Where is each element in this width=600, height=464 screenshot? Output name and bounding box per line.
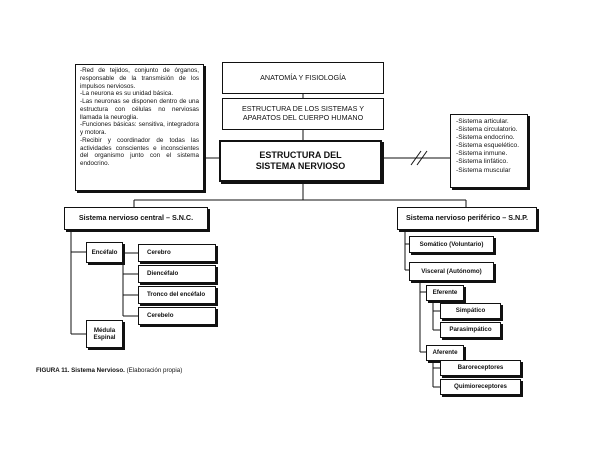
tronco-label: Tronco del encéfalo bbox=[147, 291, 206, 299]
eferente-box bbox=[426, 285, 464, 301]
system-item: -Sistema articular. bbox=[456, 118, 509, 125]
snc-label: Sistema nervioso central – S.N.C. bbox=[78, 213, 194, 223]
encefalo-label: Encéfalo bbox=[91, 248, 118, 256]
system-item: -Sistema circulatorio. bbox=[456, 126, 518, 134]
definition-note bbox=[75, 64, 204, 191]
tronco-box bbox=[138, 286, 216, 304]
system-item: -Sistema inmune. bbox=[456, 150, 508, 158]
snp-box bbox=[397, 207, 537, 230]
system-item: -Sistema linfático. bbox=[456, 158, 509, 166]
definition-line-5: -Recibir y coordinador de todas las actividades conscientes e inconscientes del organismo junto con el sistema endocrino. bbox=[80, 136, 199, 167]
medula-label-line2: Espinal bbox=[93, 334, 116, 341]
baroreceptores-box bbox=[440, 360, 521, 376]
diencefalo-box bbox=[138, 265, 216, 283]
quimioreceptores-box bbox=[440, 379, 521, 395]
baroreceptores-label: Baroreceptores bbox=[457, 364, 504, 372]
structure-label-line1: ESTRUCTURA DE LOS SISTEMAS Y bbox=[241, 104, 365, 114]
eferente-label: Eferente bbox=[432, 289, 458, 297]
aferente-box bbox=[426, 345, 464, 361]
definition-line-3: -Las neuronas se disponen dentro de una estructura con células no nerviosas llamada la neuroglia. bbox=[80, 98, 199, 121]
systems-note bbox=[450, 114, 528, 188]
nervous-label-line2: SISTEMA NERVIOSO bbox=[255, 161, 346, 171]
simpatico-label: Simpático bbox=[455, 307, 486, 315]
visceral-box bbox=[409, 262, 494, 281]
figure-caption bbox=[36, 367, 182, 374]
quimioreceptores-label: Quimioreceptores bbox=[454, 383, 507, 391]
cerebro-label: Cerebro bbox=[147, 249, 171, 257]
visceral-label: Visceral (Autónomo) bbox=[421, 267, 482, 275]
system-item: -Sistema endocrino. bbox=[456, 134, 515, 142]
caption-title: FIGURA 11. Sistema Nervioso. bbox=[36, 367, 125, 374]
structure-box bbox=[222, 98, 384, 130]
cerebelo-label: Cerebelo bbox=[147, 312, 174, 320]
nervous-system-box bbox=[219, 140, 382, 182]
system-item: -Sistema muscular bbox=[456, 166, 511, 174]
cerebro-box bbox=[138, 244, 216, 262]
simpatico-box bbox=[440, 303, 501, 319]
definition-line-4: -Funciones básicas: sensitiva, integradora y motora. bbox=[80, 121, 199, 136]
system-item: -Sistema esquelético. bbox=[456, 142, 520, 150]
somatico-box bbox=[409, 236, 494, 253]
encefalo-box bbox=[86, 242, 123, 263]
diencefalo-label: Diencéfalo bbox=[147, 270, 179, 278]
aferente-label: Aferente bbox=[432, 349, 458, 357]
anatomy-label: ANATOMÍA Y FISIOLOGÍA bbox=[260, 72, 346, 82]
anatomy-box bbox=[222, 62, 384, 94]
nervous-label-line1: ESTRUCTURA DEL bbox=[259, 150, 342, 160]
definition-line-2: -La neurona es su unidad básica. bbox=[80, 90, 174, 98]
medula-box bbox=[86, 320, 123, 348]
medula-label-line1: Médula bbox=[93, 326, 116, 334]
parasimpatico-label: Parasimpático bbox=[449, 326, 492, 334]
definition-line-1: -Red de tejidos, conjunto de órganos, responsable de la transmisión de los impulsos nerviosos. bbox=[80, 67, 199, 90]
snc-box bbox=[64, 207, 208, 230]
somatico-label: Somático (Voluntario) bbox=[419, 240, 484, 248]
snp-label: Sistema nervioso periférico – S.N.P. bbox=[405, 213, 529, 223]
caption-source: (Elaboración propia) bbox=[124, 367, 183, 374]
parasimpatico-box bbox=[440, 322, 501, 338]
cerebelo-box bbox=[138, 307, 216, 325]
structure-label-line2: APARATOS DEL CUERPO HUMANO bbox=[242, 113, 364, 122]
